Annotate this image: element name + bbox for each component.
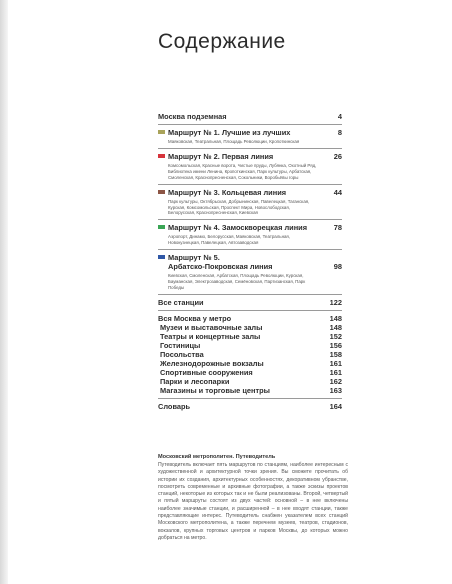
toc-entry-label: Словарь <box>158 401 191 411</box>
toc-entry-page: 148 <box>329 313 342 323</box>
line-color-swatch <box>158 225 165 229</box>
page-title: Содержание <box>158 30 286 53</box>
toc-route-2[interactable] <box>158 152 342 181</box>
table-of-contents <box>158 112 342 411</box>
toc-entry-all-stations[interactable] <box>158 298 342 307</box>
toc-entry-label: Музеи и выставочные залы <box>160 322 263 332</box>
line-color-swatch <box>158 154 165 158</box>
toc-subentry[interactable] <box>158 332 342 341</box>
toc-entry-label: Маршрут № 4. Замоскворецкая линия <box>168 223 308 233</box>
toc-entry-label: Посольства <box>160 349 204 359</box>
toc-entry-label: Все станции <box>158 297 204 307</box>
station-list: Комсомольская, Красные ворота, Чистые пруды, Лубянка, Охотный Ряд, Библиотека имени Ленина, Кропоткинская, Парк культуры, Арбатская, Смоленская, Краснопресненская, Сокольники, Воробьёвы горы <box>168 162 317 180</box>
toc-entry-label: Парки и лесопарки <box>160 376 230 386</box>
toc-entry-page: 98 <box>333 262 342 272</box>
toc-entry-label: Маршрут № 2. Первая линия <box>168 151 274 161</box>
toc-entry-page: 156 <box>329 340 342 350</box>
toc-entry-label: Вся Москва у метро <box>158 313 232 323</box>
toc-entry-label: Железнодорожные вокзалы <box>160 358 264 368</box>
toc-subentry[interactable] <box>158 359 342 368</box>
toc-entry-moscow-by-metro[interactable] <box>158 314 342 323</box>
divider <box>158 219 342 220</box>
book-page <box>158 0 444 584</box>
line-color-swatch <box>158 255 165 259</box>
toc-route-4[interactable] <box>158 223 342 246</box>
intro-body: Путеводитель включает пять маршрутов по станциям, наиболее интересным с художественной и архитектурной точки зрения. Вы сможете прочитать об истории их создания, архитектурных особенностях, декоративном убранстве, посмотреть современные и архивные фотографии, а также эскизы проектов станций, некоторые из которых так и не были реализованы. Второй, четвертый и пятый маршруты состоят из двух частей: основной – в нее включены наиболее значимые станции, и расширенной – в нее входят станции, также представляющие интерес. Путеводитель снабжен указателем всех станций Московского метрополитена, а также перечнем музеев, театров, стадионов, вокзалов, крупных торговых центров и парков Москвы, до которых можно добраться на метро. <box>158 462 348 541</box>
divider <box>158 294 342 295</box>
toc-entry-page: 4 <box>337 112 342 121</box>
toc-subentry[interactable] <box>158 368 342 377</box>
station-list: Аэропорт, Динамо, Белорусская, Маяковская, Театральная, Новокузнецкая, Павелецкая, Автозаводская <box>168 234 291 246</box>
toc-entry-label: Москва подземная <box>158 112 227 121</box>
toc-route-1[interactable] <box>158 128 342 145</box>
toc-subentry[interactable] <box>158 350 342 359</box>
intro-title: Московский метрополитен. Путеводитель <box>158 454 276 460</box>
toc-entry-label: Маршрут № 1. Лучшие из лучших <box>168 128 291 137</box>
divider <box>158 249 342 250</box>
toc-entry-page: 152 <box>329 331 342 341</box>
toc-subentry[interactable] <box>158 377 342 386</box>
toc-entry-page: 26 <box>333 151 342 161</box>
toc-entry-intro[interactable] <box>158 112 342 121</box>
toc-entry-page: 8 <box>337 128 342 137</box>
toc-entry-page: 164 <box>329 401 342 411</box>
toc-entry-label-continued: Арбатско-Покровская линия <box>168 262 273 272</box>
station-list: Киевская, Смоленская, Арбатская, Площадь Революции, Курская, Бауманская, Электрозаводская, Семёновская, Партизанская, Парк Победы <box>168 273 306 290</box>
toc-entry-label: Гостиницы <box>160 340 201 350</box>
line-color-swatch <box>158 130 165 134</box>
intro-block <box>158 454 348 542</box>
toc-entry-label: Магазины и торговые центры <box>160 385 270 395</box>
toc-subentry[interactable] <box>158 323 342 332</box>
toc-entry-page: 78 <box>333 223 342 233</box>
divider <box>158 148 342 149</box>
divider <box>158 184 342 185</box>
divider <box>158 310 342 311</box>
toc-entry-page: 162 <box>329 376 342 386</box>
toc-subentry[interactable] <box>158 341 342 350</box>
toc-entry-label: Маршрут № 3. Кольцевая линия <box>168 187 287 197</box>
toc-route-3[interactable] <box>158 188 342 217</box>
toc-entry-page: 161 <box>329 367 342 377</box>
toc-entry-label: Театры и концертные залы <box>160 331 261 341</box>
page-spine <box>0 0 8 584</box>
divider <box>158 398 342 399</box>
toc-subentry[interactable] <box>158 386 342 395</box>
station-list: Парк культуры, Октябрьская, Добрынинская, Павелецкая, Таганская, Курская, Комсомольская, Проспект Мира, Новослободская, Белорусская, Краснопресненская, Киевская <box>168 198 310 216</box>
line-color-swatch <box>158 190 165 194</box>
toc-route-5[interactable] <box>158 253 342 291</box>
toc-entry-dictionary[interactable] <box>158 402 342 411</box>
toc-entry-page: 122 <box>329 297 342 307</box>
toc-entry-page: 148 <box>329 322 342 332</box>
toc-entry-page: 163 <box>329 385 342 395</box>
station-list: Маяковская, Театральная, Площадь Революции, Кропоткинская <box>168 139 300 144</box>
toc-entry-label: Маршрут № 5. <box>168 253 220 263</box>
toc-entry-page: 161 <box>329 358 342 368</box>
divider <box>158 124 342 125</box>
toc-entry-page: 44 <box>333 187 342 197</box>
toc-entry-page: 158 <box>329 349 342 359</box>
toc-entry-label: Спортивные сооружения <box>160 367 253 377</box>
